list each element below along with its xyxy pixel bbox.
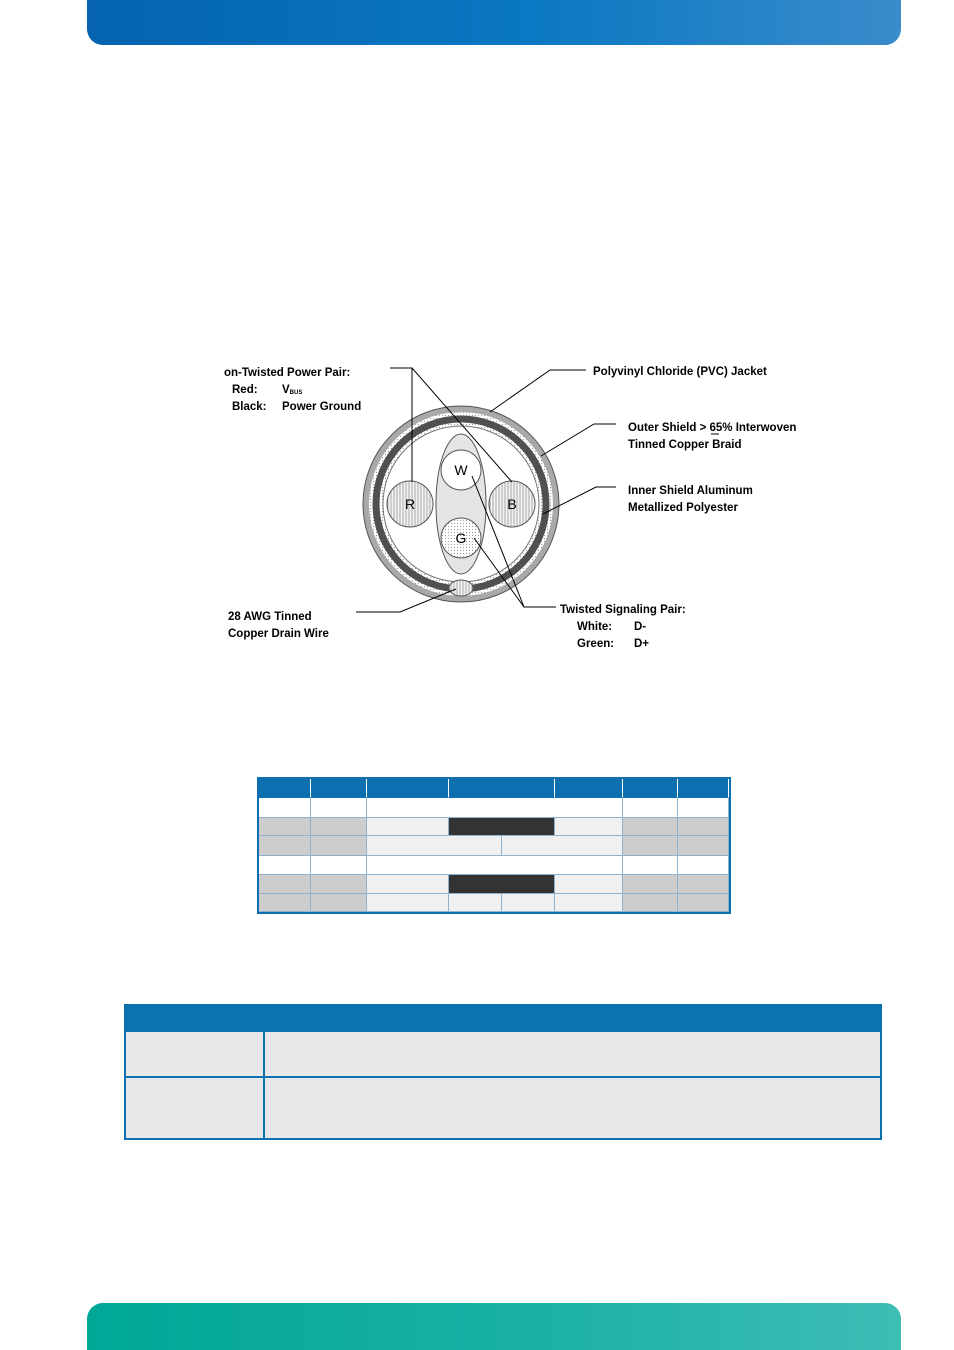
grid-header-cell <box>311 779 367 798</box>
red-value: VBUS <box>282 384 303 396</box>
grid-cell <box>678 856 729 875</box>
grid-cell <box>259 798 311 818</box>
grid-cell <box>259 856 311 875</box>
grid-header-cell <box>367 779 449 798</box>
grid-cell <box>555 894 623 912</box>
grid-cell <box>311 798 367 818</box>
wire-black-letter: B <box>507 496 517 512</box>
wire-green-letter: G <box>455 530 467 546</box>
wire-red-letter: R <box>404 496 416 512</box>
drain-wire <box>449 580 473 596</box>
grid-cell <box>623 818 678 836</box>
signal-pair-title: Twisted Signaling Pair: <box>560 604 686 616</box>
grid-cell <box>367 875 449 894</box>
grid-cell <box>623 894 678 912</box>
black-label: Black: <box>232 401 267 413</box>
red-label: Red: <box>232 384 258 396</box>
grid-cell <box>678 798 729 818</box>
grid-cell <box>678 818 729 836</box>
grid-header-cell <box>678 779 729 798</box>
grid-cell <box>449 894 502 912</box>
white-label: White: <box>577 621 613 633</box>
grid-cell <box>502 836 623 856</box>
black-value: Power Ground <box>282 401 362 413</box>
inner-shield-label-1: Inner Shield Aluminum <box>628 485 753 497</box>
description-table-column-divider <box>263 1006 265 1138</box>
grid-cell <box>449 818 555 836</box>
grid-cell <box>623 875 678 894</box>
grid-cell <box>259 875 311 894</box>
grid-cell <box>678 875 729 894</box>
grid-cell <box>259 894 311 912</box>
grid-cell <box>259 836 311 856</box>
outer-shield-label-1: Outer Shield > 65% Interwoven <box>628 422 797 434</box>
description-table-header <box>126 1006 880 1032</box>
power-pair-title: on-Twisted Power Pair: <box>224 367 351 379</box>
grid-cell <box>449 875 555 894</box>
grid-header-cell <box>555 779 623 798</box>
jacket-label: Polyvinyl Chloride (PVC) Jacket <box>593 366 767 378</box>
grid-cell <box>367 894 449 912</box>
grid-cell <box>502 894 555 912</box>
white-value: D- <box>634 621 647 633</box>
grid-cell <box>311 856 367 875</box>
grid-header-cell <box>259 779 311 798</box>
grid-header-cell <box>449 779 555 798</box>
grid-cell <box>259 818 311 836</box>
grid-cell <box>623 798 678 818</box>
grid-cell <box>367 818 449 836</box>
drain-label-2: Copper Drain Wire <box>228 628 329 640</box>
grid-cell <box>623 836 678 856</box>
green-value: D+ <box>634 638 650 650</box>
outer-shield-label-2: Tinned Copper Braid <box>628 439 742 451</box>
grid-cell <box>555 875 623 894</box>
grid-cell <box>555 818 623 836</box>
signal-timing-table <box>257 777 731 914</box>
grid-cell <box>311 818 367 836</box>
grid-cell <box>367 856 623 875</box>
wire-green <box>441 518 481 558</box>
grid-cell <box>678 836 729 856</box>
description-table <box>124 1004 882 1140</box>
grid-header-cell <box>623 779 678 798</box>
grid-cell <box>311 894 367 912</box>
grid-cell <box>311 875 367 894</box>
grid-cell <box>311 836 367 856</box>
wire-red <box>387 481 433 527</box>
grid-cell <box>678 894 729 912</box>
wire-black <box>489 481 535 527</box>
wire-white-letter: W <box>454 462 468 478</box>
inner-shield-label-2: Metallized Polyester <box>628 502 738 514</box>
grid-cell <box>623 856 678 875</box>
grid-cell <box>367 836 502 856</box>
description-table-row-divider <box>126 1076 880 1078</box>
drain-label-1: 28 AWG Tinned <box>228 611 312 623</box>
page-footer-bar <box>87 1303 901 1350</box>
green-label: Green: <box>577 638 615 650</box>
grid-cell <box>367 798 623 818</box>
